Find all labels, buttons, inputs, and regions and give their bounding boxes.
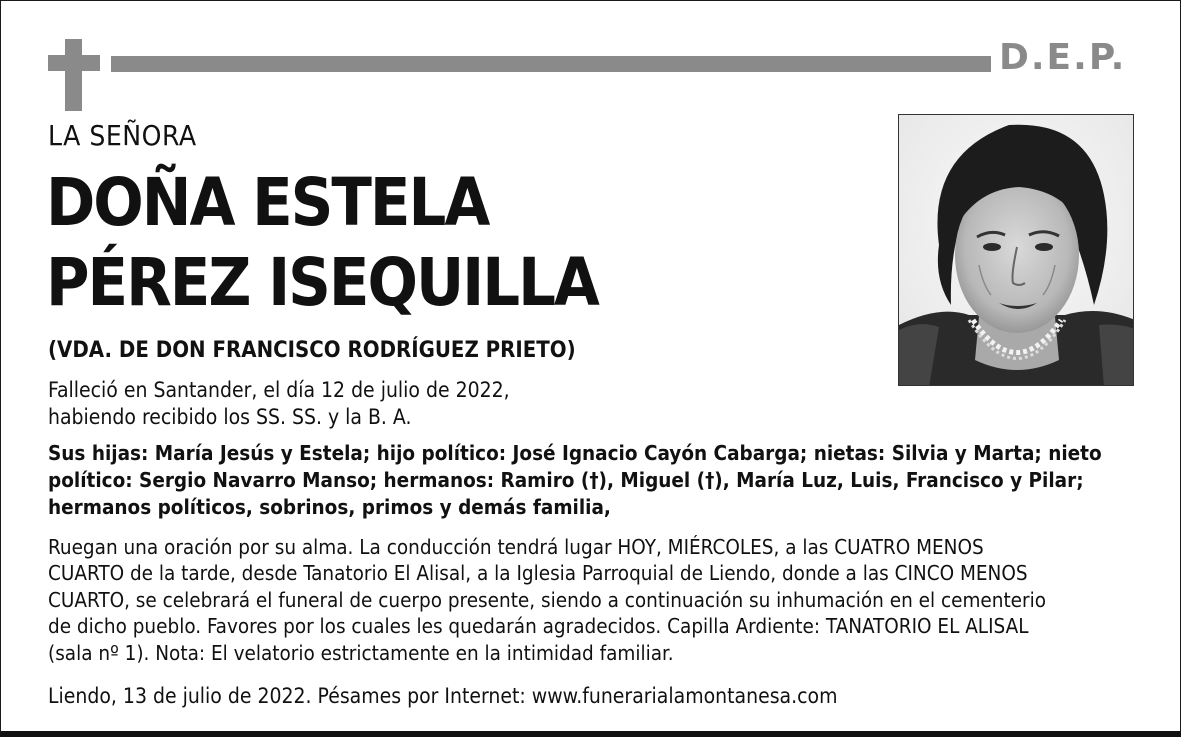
name-line-1: DOÑA ESTELA bbox=[46, 164, 489, 241]
prayer-line-3: CUARTO, se celebrará el funeral de cuerpo presente, siendo a continuación su inhumación en el cementerio bbox=[48, 587, 1047, 612]
family-list bbox=[48, 440, 1102, 521]
prayer-line-2: CUARTO de la tarde, desde Tanatorio El Alisal, a la Iglesia Parroquial de Liendo, donde a las CINCO MENOS bbox=[48, 561, 1028, 586]
family-line-2: político: Sergio Navarro Manso; hermanos: Ramiro (†), Miguel (†), María Luz, Luis, Francisco y Pilar; bbox=[48, 468, 1084, 492]
portrait-photo bbox=[898, 114, 1134, 386]
family-line-3: hermanos políticos, sobrinos, primos y demás familia, bbox=[48, 495, 611, 519]
prayer-line-1: Ruegan una oración por su alma. La conducción tendrá lugar HOY, MIÉRCOLES, a las CUATRO MENOS bbox=[48, 535, 984, 559]
portrait-image bbox=[899, 115, 1134, 386]
death-line-2: habiendo recibido los SS. SS. y la B. A. bbox=[48, 405, 412, 429]
footer-line: Liendo, 13 de julio de 2022. Pésames por Internet: www.funerarialamontanesa.com bbox=[48, 684, 838, 708]
funeral-details bbox=[48, 534, 1046, 666]
family-line-1: Sus hijas: María Jesús y Estela; hijo político: José Ignacio Cayón Cabarga; nietas: Silvia y Marta; nieto bbox=[48, 441, 1102, 465]
name-line-2: PÉREZ ISEQUILLA bbox=[46, 244, 598, 321]
title-prefix: LA SEÑORA bbox=[48, 119, 197, 152]
death-line-1: Falleció en Santander, el día 12 de julio de 2022, bbox=[48, 378, 510, 402]
header-rule bbox=[111, 56, 991, 72]
prayer-line-4: de dicho pueblo. Favores por los cuales les quedarán agradecidos. Capilla Ardiente: TANATORIO EL ALISAL bbox=[48, 614, 1029, 639]
widow-of: (VDA. DE DON FRANCISCO RODRÍGUEZ PRIETO) bbox=[48, 338, 576, 363]
dep-label: D.E.P. bbox=[999, 37, 1127, 78]
prayer-line-5: (sala nº 1). Nota: El velatorio estrictamente en la intimidad familiar. bbox=[48, 640, 674, 665]
deceased-name bbox=[46, 163, 598, 323]
cross-icon bbox=[48, 39, 100, 111]
death-details bbox=[48, 377, 510, 431]
